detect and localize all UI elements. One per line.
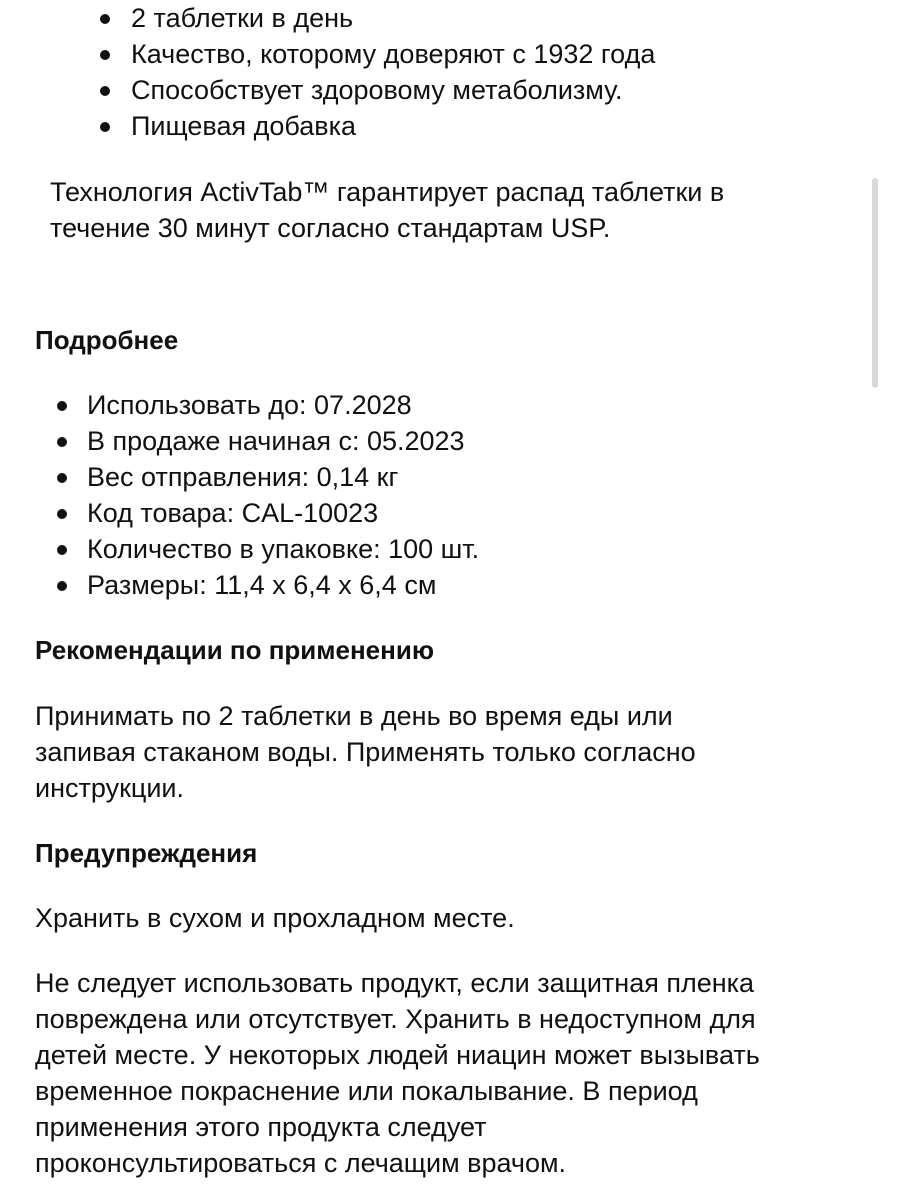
usage-line: инструкции. <box>35 773 185 803</box>
technology-line: Технология ActivTab™ гарантирует распад таблетки в <box>50 177 725 207</box>
details-heading: Подробнее <box>35 325 179 355</box>
list-item: В продаже начиная с: 05.2023 <box>87 423 867 459</box>
usage-heading: Рекомендации по применению <box>35 635 435 665</box>
warnings-heading: Предупреждения <box>35 838 258 868</box>
storage-text: Хранить в сухом и прохладном месте. <box>35 903 515 933</box>
scrollbar[interactable] <box>872 178 878 388</box>
list-item: 2 таблетки в день <box>131 0 871 36</box>
technology-line: течение 30 минут согласно стандартам USP. <box>50 213 611 243</box>
list-item: Код товара: CAL-10023 <box>87 495 867 531</box>
warning-line: Не следует использовать продукт, если защитная пленка <box>35 968 755 998</box>
warning-line: повреждена или отсутствует. Хранить в недоступном для <box>35 1004 756 1034</box>
feature-list <box>131 0 871 144</box>
list-item: Количество в упаковке: 100 шт. <box>87 531 867 567</box>
usage-line: запивая стаканом воды. Применять только согласно <box>35 737 696 767</box>
list-item: Использовать до: 07.2028 <box>87 387 867 423</box>
list-item: Качество, которому доверяют с 1932 года <box>131 36 871 72</box>
list-item: Пищевая добавка <box>131 108 871 144</box>
warning-line: временное покраснение или покалывание. В период <box>35 1076 698 1106</box>
warning-line: детей месте. У некоторых людей ниацин может вызывать <box>35 1040 760 1070</box>
list-item: Способствует здоровому метаболизму. <box>131 72 871 108</box>
details-list <box>87 387 867 603</box>
warning-line: применения этого продукта следует <box>35 1112 487 1142</box>
warning-line: проконсультироваться с лечащим врачом. <box>35 1148 567 1178</box>
list-item: Вес отправления: 0,14 кг <box>87 459 867 495</box>
list-item: Размеры: 11,4 x 6,4 x 6,4 см <box>87 567 867 603</box>
usage-line: Принимать по 2 таблетки в день во время еды или <box>35 701 673 731</box>
